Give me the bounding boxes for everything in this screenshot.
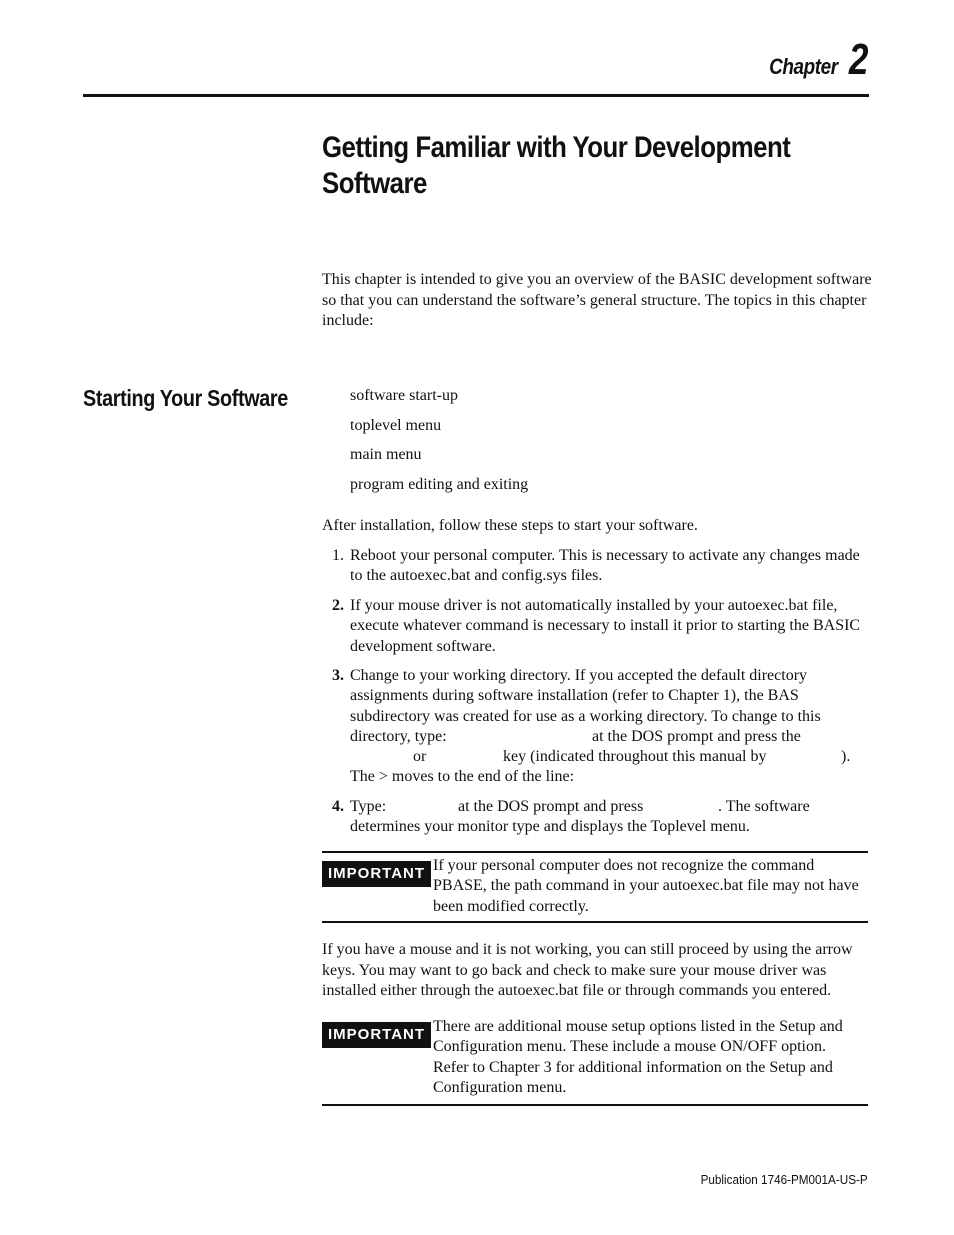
step-line: at the DOS prompt and press [458, 798, 644, 815]
step-line: subdirectory was created for use as a working directory. To change to this [350, 707, 821, 725]
step-line: ). [841, 748, 851, 765]
header-rule [83, 94, 869, 97]
step-number: 1. [332, 547, 344, 564]
step-line: Type: [350, 798, 387, 815]
step-line: determines your monitor type and displays the Toplevel menu. [350, 818, 750, 835]
step-text [350, 797, 870, 839]
step-line: or [413, 748, 427, 765]
section-heading: Starting Your Software [83, 385, 288, 411]
step-number: 4. [332, 798, 344, 815]
step-number: 3. [332, 667, 344, 684]
step-text [350, 666, 870, 788]
mouse-paragraph: If you have a mouse and it is not working, you can still proceed by using the arrow keys. You may want to go back and check to make sure your mouse driver was installed either through the autoexec.bat file or through commands you entered. [322, 941, 853, 999]
important-badge: IMPORTANT [322, 861, 431, 887]
important-badge: IMPORTANT [322, 1022, 431, 1048]
important-note-1 [322, 851, 868, 923]
step-line: . The software [718, 798, 810, 815]
chapter-word: Chapter [769, 54, 838, 79]
step-text: If your mouse driver is not automatically installed by your autoexec.bat file, execute whatever command is necessary to install it prior to starting the BASIC development software. [350, 597, 861, 655]
step-line: assignments during software installation (refer to Chapter 1), the BAS [350, 687, 799, 704]
intro-paragraph: This chapter is intended to give you an overview of the BASIC development software so that you can understand the software’s general structure. The topics in this chapter include: [322, 271, 872, 329]
important-note-2 [322, 1017, 868, 1106]
step-3 [322, 666, 872, 791]
list-item: program editing and exiting [350, 475, 529, 493]
important-text: There are additional mouse setup options listed in the Setup and Configuration menu. These include a mouse ON/OFF option. Refer to Chapter 3 for additional information on the Setup and Configuration menu. [433, 1018, 843, 1096]
step-text: Reboot your personal computer. This is necessary to activate any changes made to the autoexec.bat and config.sys files. [350, 547, 860, 585]
chapter-label [758, 35, 868, 84]
step-line: at the DOS prompt and press the [592, 728, 801, 745]
chapter-number: 2 [848, 35, 868, 84]
step-4 [322, 797, 872, 842]
step-line: The > moves to the end of the line: [350, 768, 575, 785]
step-line: directory, type: [350, 728, 447, 745]
step-number: 2. [332, 597, 344, 614]
important-text: If your personal computer does not recognize the command PBASE, the path command in your autoexec.bat file may not have been modified correctly. [433, 857, 859, 915]
step-line: key (indicated throughout this manual by [503, 748, 767, 765]
list-item: software start-up [350, 387, 458, 404]
steps-intro: After installation, follow these steps to start your software. [322, 517, 698, 534]
list-item: main menu [350, 446, 422, 464]
publication-footer: Publication 1746-PM001A-US-P [700, 1172, 868, 1187]
topic-list [350, 386, 528, 504]
page-title: Getting Familiar with Your Development Software [322, 131, 791, 200]
list-item: toplevel menu [350, 416, 442, 434]
step-line: Change to your working directory. If you accepted the default directory [350, 667, 808, 684]
